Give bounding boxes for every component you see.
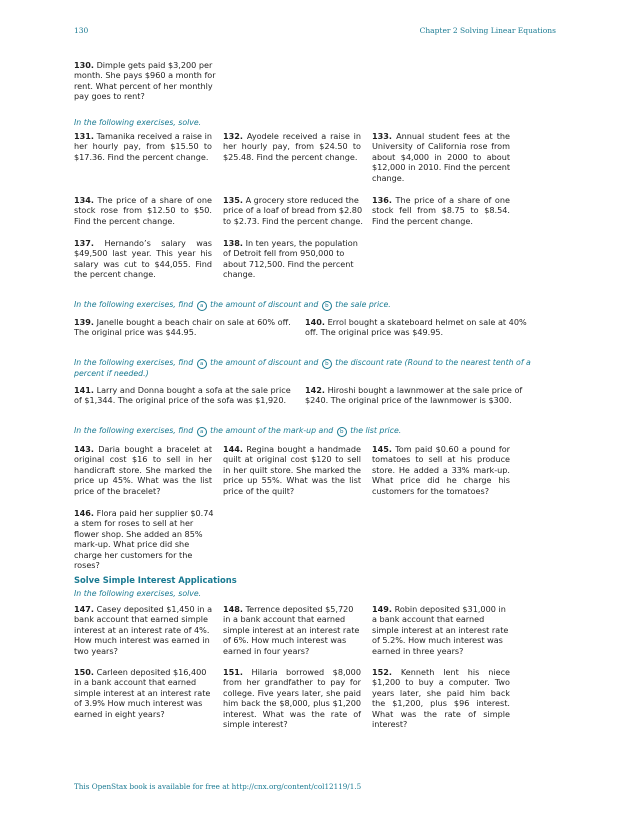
exercise-text: Errol bought a skateboard helmet on sale at 40% off. The original price was $49.95. [305, 317, 527, 338]
circled-a-marker: a [197, 427, 207, 437]
circled-a-marker: a [197, 359, 207, 369]
instruction-discount-rate [74, 358, 559, 379]
exercise-number: 152. [372, 667, 392, 677]
section-heading: Solve Simple Interest Applications [74, 575, 237, 585]
exercise-146 [74, 508, 216, 570]
exercise-text: Casey deposited $1,450 in a bank account that earned simple interest at an interest rate of 4%. How much interest was earned in two years? [74, 604, 213, 656]
exercise-141 [74, 385, 299, 406]
exercise-136 [372, 195, 510, 226]
exercise-number: 143. [74, 444, 94, 454]
instruction-text: the sale price. [335, 300, 391, 309]
exercise-number: 135. [223, 195, 243, 205]
exercise-number: 132. [223, 131, 243, 141]
exercise-number: 131. [74, 131, 94, 141]
exercise-text: Ayodele received a raise in her hourly pay, from $24.50 to $25.48. Find the percent change. [223, 131, 362, 162]
exercise-text: Flora paid her supplier $0.74 a stem for roses to sell at her flower shop. She added an 85% mark-up. What price did she charge her customers for the roses? [74, 508, 214, 571]
exercise-149 [372, 604, 512, 656]
exercise-137 [74, 238, 212, 280]
exercise-text: Daria bought a bracelet at original cost $16 to sell in her handicraft store. She marked the price up 45%. What was the list price of the bracelet? [74, 444, 213, 496]
exercise-135 [223, 195, 363, 226]
exercise-131 [74, 131, 212, 162]
page-footer: This OpenStax book is available for free at http://cnx.org/content/col12119/1.5 [74, 782, 362, 791]
exercise-143 [74, 444, 212, 496]
exercise-text: A grocery store reduced the price of a loaf of bread from $2.80 to $2.73. Find the percent change. [223, 195, 363, 226]
instruction-text: the amount of discount and [210, 300, 319, 309]
exercise-142 [305, 385, 530, 406]
exercise-number: 137. [74, 238, 94, 248]
exercise-text: Hilaria borrowed $8,000 from her grandfather to pay for college. Five years later, she paid him back the $8,000, plus $1,200 interest. What was the rate of simple interest? [223, 667, 361, 730]
exercise-130 [74, 60, 224, 102]
exercise-number: 149. [372, 604, 392, 614]
exercise-134 [74, 195, 212, 226]
exercise-text: The price of a share of one stock rose from $12.50 to $50. Find the percent change. [74, 195, 212, 226]
instruction-text: In the following exercises, find [74, 300, 194, 309]
exercise-text: Tamanika received a raise in her hourly pay, from $15.50 to $17.36. Find the percent change. [74, 131, 212, 162]
exercise-number: 147. [74, 604, 94, 614]
exercise-text: Larry and Donna bought a sofa at the sale price of $1,344. The original price of the sofa was $1,920. [74, 385, 291, 406]
exercise-number: 142. [305, 385, 325, 395]
exercise-144 [223, 444, 361, 496]
exercise-145 [372, 444, 510, 496]
circled-b-marker: b [322, 359, 332, 369]
circled-b-marker: b [337, 427, 347, 437]
exercise-text: Hiroshi bought a lawnmower at the sale price of $240. The original price of the lawnmower is $300. [305, 385, 523, 406]
exercise-number: 136. [372, 195, 392, 205]
page-number: 130 [74, 26, 89, 35]
exercise-number: 133. [372, 131, 392, 141]
exercise-text: Terrence deposited $5,720 in a bank account that earned simple interest at an interest rate of 6%. How much interest was earned in four years? [223, 604, 360, 656]
exercise-text: Kenneth lent his niece $1,200 to buy a computer. Two years later, she paid him back the $1,200, plus $96 interest. What was the rate of simple interest? [372, 667, 510, 730]
exercise-text: The price of a share of one stock fell from $8.75 to $8.54. Find the percent change. [372, 195, 510, 226]
exercise-148 [223, 604, 363, 656]
instruction-discount-sale-price [74, 300, 391, 311]
exercise-number: 140. [305, 317, 325, 327]
exercise-number: 144. [223, 444, 243, 454]
instruction-text: the list price. [350, 426, 402, 435]
exercise-text: In ten years, the population of Detroit fell from 950,000 to about 712,500. Find the percent change. [223, 238, 358, 280]
instruction-text: the amount of discount and [210, 358, 319, 367]
exercise-number: 130. [74, 60, 94, 70]
page-header [74, 26, 556, 38]
circled-a-marker: a [197, 301, 207, 311]
exercise-text: Dimple gets paid $3,200 per month. She pays $960 a month for rent. What percent of her monthly pay goes to rent? [74, 60, 216, 102]
exercise-text: Robin deposited $31,000 in a bank account that earned simple interest at an interest rate of 5.2%. How much interest was earned in three years? [372, 604, 509, 656]
exercise-number: 145. [372, 444, 392, 454]
instruction-solve: In the following exercises, solve. [74, 118, 202, 127]
exercise-147 [74, 604, 214, 656]
exercise-139 [74, 317, 299, 338]
exercise-number: 151. [223, 667, 243, 677]
instruction-text: the amount of the mark-up and [210, 426, 334, 435]
circled-b-marker: b [322, 301, 332, 311]
exercise-number: 150. [74, 667, 94, 677]
exercise-number: 139. [74, 317, 94, 327]
exercise-151 [223, 667, 361, 729]
instruction-markup [74, 426, 401, 437]
exercise-150 [74, 667, 214, 719]
exercise-number: 146. [74, 508, 94, 518]
exercise-text: Annual student fees at the University of California rose from about $4,000 in 2000 to about $12,000 in 2010. Find the percent change. [372, 131, 511, 183]
exercise-text: Tom paid $0.60 a pound for tomatoes to sell at his produce store. He added a 33% mark-up. What price did he charge his customers for the tomatoes? [372, 444, 510, 496]
instruction-text: In the following exercises, find [74, 358, 194, 367]
exercise-number: 138. [223, 238, 243, 248]
instruction-text: In the following exercises, find [74, 426, 194, 435]
exercise-text: Carleen deposited $16,400 in a bank account that earned simple interest at an interest rate of 3.9% How much interest was earned in eight years? [74, 667, 211, 719]
exercise-number: 134. [74, 195, 94, 205]
exercise-number: 141. [74, 385, 94, 395]
instruction-text: the discount rate (Round to the nearest tenth of a percent if needed.) [74, 358, 531, 378]
exercise-number: 148. [223, 604, 243, 614]
chapter-title: Chapter 2 Solving Linear Equations [419, 26, 556, 35]
instruction-solve: In the following exercises, solve. [74, 589, 202, 598]
exercise-text: Regina bought a handmade quilt at original cost $120 to sell in her quilt store. She marked the price up 55%. What was the list price of the quilt? [223, 444, 361, 496]
exercise-140 [305, 317, 530, 338]
exercise-133 [372, 131, 510, 183]
exercise-152 [372, 667, 510, 729]
exercise-138 [223, 238, 363, 280]
exercise-132 [223, 131, 361, 162]
exercise-text: Hernando’s salary was $49,500 last year. This year his salary was cut to $44,055. Find the percent change. [74, 238, 212, 280]
exercise-text: Janelle bought a beach chair on sale at 60% off. The original price was $44.95. [74, 317, 291, 338]
